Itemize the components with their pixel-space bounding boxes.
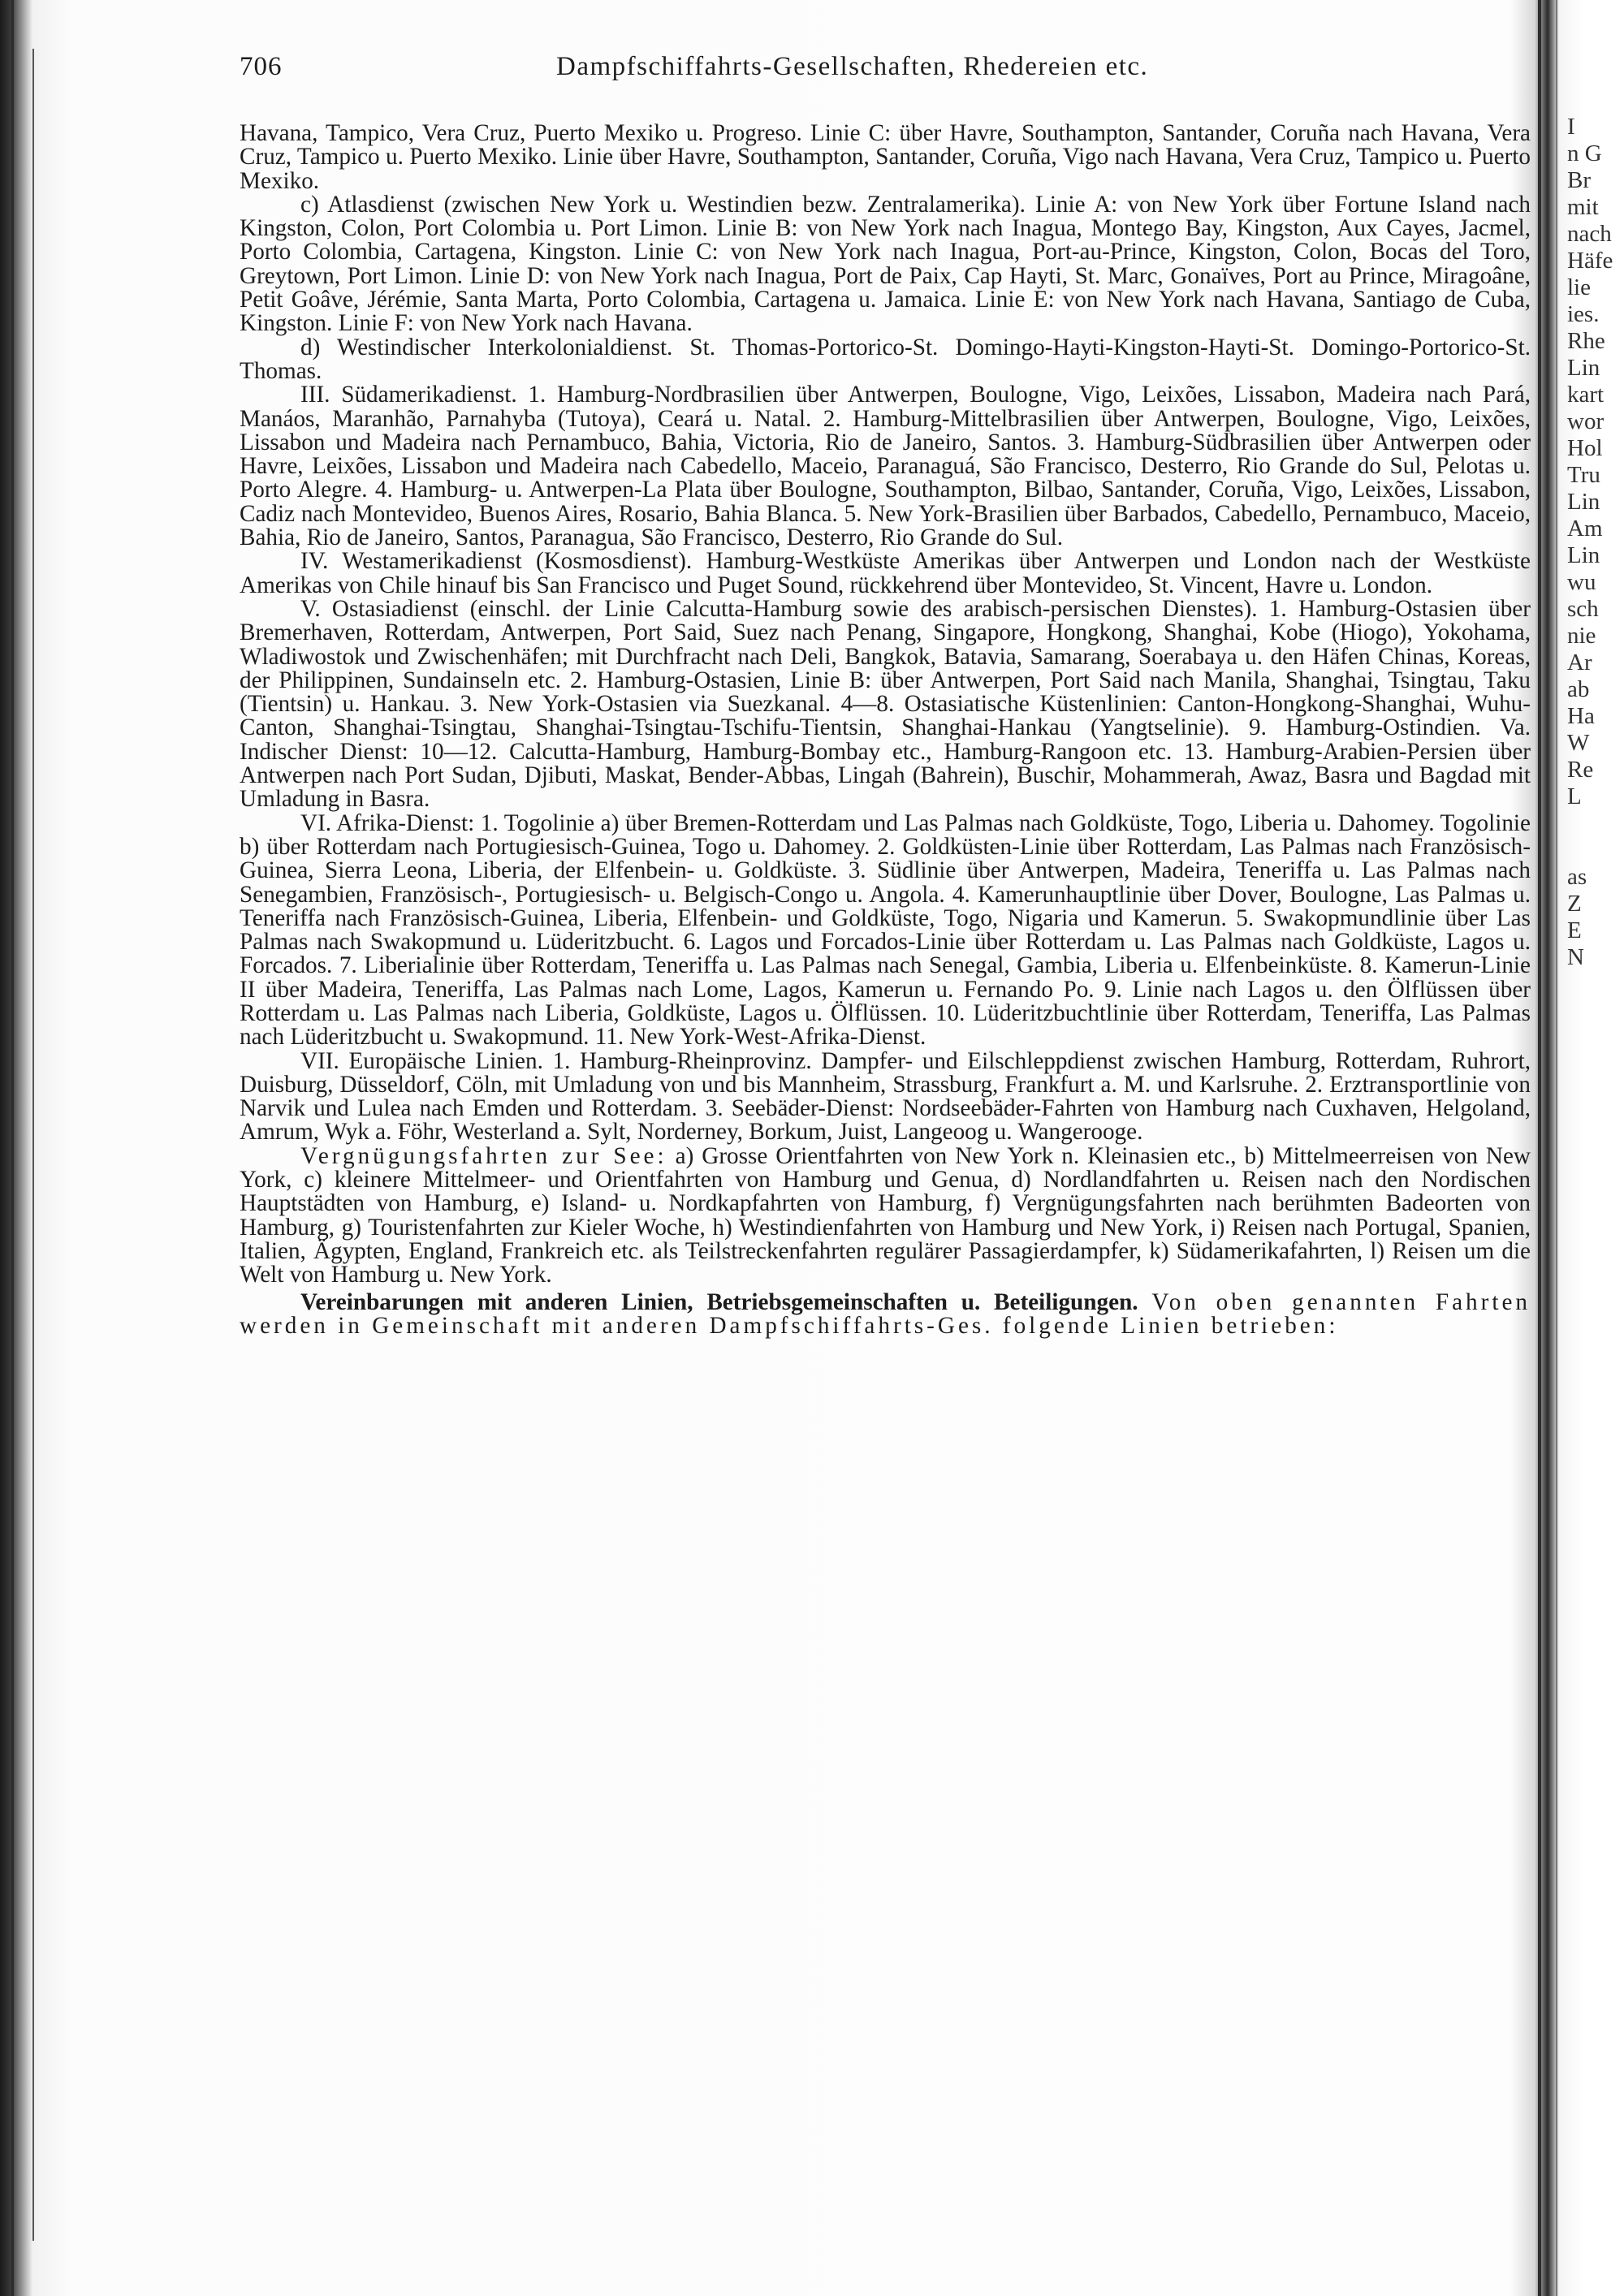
adjacent-page-fragment: ab: [1567, 676, 1590, 702]
adjacent-page-fragment: Ha: [1567, 703, 1595, 729]
adjacent-page-fragment: Ar: [1567, 650, 1592, 675]
adjacent-page-fragment: Re: [1567, 757, 1594, 783]
paragraph-europaeische-linien: VII. Europäische Linien. 1. Hamburg-Rheinprovinz. Dampfer- und Eilschleppdienst zwischen Hamburg, Rotterdam, Ruhrort, Duisburg, Düsseldorf, Cöln, mit Umladung von und bis Mannheim, Strassburg, Frankfurt a. M. und Karlsruhe. 2. Erztransportlinie von Narvik und Lulea nach Emden und Rotterdam. 3. Seebäder-Dienst: Nordseebäder-Fahrten von Hamburg nach Cuxhaven, Helgoland, Amrum, Wyk a. Föhr, Westerland a. Sylt, Norderney, Borkum, Juist, Langeoog u. Wangerooge.: [240, 1047, 1531, 1146]
paragraph-westamerikadienst: IV. Westamerikadienst (Kosmosdienst). Hamburg-Westküste Amerikas über Antwerpen und London nach der Westküste Amerikas von Chile hinauf bis San Francisco und Puget Sound, rückkehrend über Montevideo, St. Vincent, Havre u. London.: [240, 548, 1531, 598]
paragraph-westindischer-dienst: d) Westindischer Interkolonialdienst. St. Thomas-Portorico-St. Domingo-Hayti-Kingston-Hayti-St. Domingo-Portorico-St. Thomas.: [240, 334, 1531, 384]
adjacent-page-fragment: wor: [1567, 408, 1605, 434]
adjacent-page-fragment: Lin: [1567, 542, 1600, 568]
paragraph-suedamerikadienst: III. Südamerikadienst. 1. Hamburg-Nordbrasilien über Antwerpen, Boulogne, Vigo, Leixões, Lissabon, Madeira nach Pará, Manáos, Maranhão, Parnahyba (Tutoya), Ceará u. Natal. 2. Hamburg-Mittelbrasilien über Antwerpen, Boulogne, Vigo, Leixões, Lissabon und Madeira nach Pernambuco, Bahia, Victoria, Rio de Janeiro, Santos. 3. Hamburg-Südbrasilien über Antwerpen oder Havre, Leixões, Lissabon und Madeira nach Cabedello, Maceio, Paranaguá, São Francisco, Desterro, Rio Grande do Sul, Pelotas u. Porto Alegre. 4. Hamburg- u. Antwerpen-La Plata über Boulogne, Southampton, Bilbao, Santander, Coruña, Vigo, Leixões, Lissabon, Cadiz nach Montevideo, Buenos Aires, Rosario, Bahia Blanca. 5. New York-Brasilien über Barbados, Cabedello, Pernambuco, Maceio, Bahia, Rio de Janeiro, Santos, Paranagua, São Francisco, Desterro, Rio Grande do Sul.: [240, 382, 1531, 551]
adjacent-page-fragment: Hol: [1567, 435, 1603, 461]
adjacent-page-fragment: Z: [1567, 891, 1582, 917]
adjacent-page-fragment: Rhe: [1567, 328, 1605, 354]
closing-text: Von oben genannten Fahrten werden in Gemeinschaft mit anderen Dampfschiffahrts-Ges. folgende Linien betrieben:: [240, 1288, 1531, 1339]
binding-shadow-right: [1538, 0, 1541, 2296]
adjacent-page-fragment: nach: [1567, 221, 1612, 247]
paragraph-afrika-dienst: VI. Afrika-Dienst: 1. Togolinie a) über Bremen-Rotterdam und Las Palmas nach Goldküste, Togo, Liberia u. Dahomey. Togolinie b) über Rotterdam nach Portugiesisch-Guinea, Togo u. Dahomey. 2. Goldküsten-Linie über Rotterdam, Las Palmas nach Französisch-Guinea, Sierra Leona, Liberia, der Elfenbein- u. Goldküste. 3. Südlinie über Antwerpen, Madeira, Teneriffa u. Las Palmas nach Senegambien, Französisch-, Portugiesisch- u. Belgisch-Congo u. Angola. 4. Kamerunhauptlinie über Dover, Boulogne, Las Palmas u. Teneriffa nach Französisch-Guinea, Liberia, Elfenbein- und Goldküste, Togo, Nigaria und Kamerun. 5. Swakopmundlinie über Las Palmas nach Swakopmund u. Lüderitzbucht. 6. Lagos und Forcados-Linie über Rotterdam u. Las Palmas nach Goldküste, Lagos u. Forcados. 7. Liberialinie über Rotterdam, Teneriffa u. Las Palmas nach Senegal, Gambia, Liberia u. Elfenbeinküste. 8. Kamerun-Linie II über Madeira, Teneriffa, Las Palmas nach Lome, Lagos, Kamerun u. Fernando Po. 9. Linie nach Lagos u. den Ölflüssen über Rotterdam u. Las Palmas nach Liberia, Goldküste, Lagos u. Ölflüssen. 10. Lüderitzbuchtlinie über Rotterdam, Teneriffa, Las Palmas nach Lüderitzbucht u. Swakopmund. 11. New York-West-Afrika-Dienst.: [240, 809, 1531, 1051]
paragraph-vergnuegungsfahrten: [240, 1142, 1531, 1288]
excursions-heading: Vergnügungsfahrten zur See:: [300, 1142, 667, 1169]
adjacent-page-fragment: N: [1567, 944, 1584, 970]
page-number: 706: [240, 52, 283, 81]
paragraph-ostasiadienst: V. Ostasiadienst (einschl. der Linie Calcutta-Hamburg sowie des arabisch-persischen Dienstes). 1. Hamburg-Ostasien über Bremerhaven, Rotterdam, Antwerpen, Port Said, Suez nach Penang, Singapore, Hongkong, Shanghai, Kobe (Hiogo), Yokohama, Wladiwostok und Zwischenhäfen; mit Durchfracht nach Deli, Bangkok, Batavia, Samarang, Soerabaya u. den Häfen Chinas, Koreas, der Philippinen, Sundainseln etc. 2. Hamburg-Ostasien, Linie B: über Antwerpen, Port Said nach Manila, Shanghai, Tsingtau, Taku (Tientsin) u. Hankau. 3. New York-Ostasien via Suezkanal. 4—8. Ostasiatische Küstenlinien: Canton-Hongkong-Shanghai, Wuhu-Canton, Shanghai-Tsingtau, Shanghai-Tsingtau-Tschifu-Tientsin, Shanghai-Hankau (Yangtselinie). 9. Hamburg-Ostindien. Va. Indischer Dienst: 10—12. Calcutta-Hamburg, Hamburg-Bombay etc., Hamburg-Rangoon etc. 13. Hamburg-Arabien-Persien über Antwerpen nach Port Sudan, Djibuti, Maskat, Bender-Abbas, Lingah (Bahrein), Buschir, Mohammerah, Awaz, Basra und Bagdad mit Umladung in Basra.: [240, 595, 1531, 813]
adjacent-page-fragment: n G: [1567, 140, 1602, 166]
running-title: Dampfschiffahrts-Gesellschaften, Rhedereien etc.: [556, 52, 1149, 81]
adjacent-page-fragment: ies.: [1567, 301, 1600, 327]
paragraph-havana-lines: Havana, Tampico, Vera Cruz, Puerto Mexiko u. Progreso. Linie C: über Havre, Southampton, Santander, Coruña nach Havana, Vera Cruz, Tampico u. Puerto Mexiko. Linie über Havre, Southampton, Santander, Coruña, Vigo nach Havana, Vera Cruz, Tampico u. Puerto Mexiko.: [240, 120, 1531, 194]
adjacent-page-fragment: nie: [1567, 623, 1596, 649]
adjacent-page-fragment: Tru: [1567, 462, 1600, 488]
adjacent-page-fragment: Br: [1567, 167, 1591, 193]
adjacent-page-fragment: L: [1567, 783, 1582, 809]
adjacent-page-fragment: [1567, 837, 1624, 864]
excursions-text: a) Grosse Orientfahrten von New York n. Kleinasien etc., b) Mittelmeerreisen von New York, c) kleinere Mittelmeer- und Orientfahrten von Hamburg und Genua, d) Nordlandfahrten u. Reisen nach den Nordischen Hauptstädten von Hamburg, e) Island- u. Nordkapfahrten von Hamburg, f) Vergnügungsfahrten nach berühmten Badeorten von Hamburg, g) Touristenfahrten zur Kieler Woche, h) Westindienfahrten von Hamburg und New York, i) Reisen nach Portugal, Spanien, Italien, Ägypten, England, Frankreich etc. als Teilstreckenfahrten regulärer Passagierdampfer, k) Südamerikafahrten, l) Reisen um die Welt von Hamburg u. New York.: [240, 1142, 1531, 1288]
adjacent-page-fragment: E: [1567, 917, 1582, 943]
binding-shadow-left: [11, 0, 14, 2296]
closing-heading: Vereinbarungen mit anderen Linien, Betriebsgemeinschaften u. Beteiligungen.: [300, 1288, 1138, 1315]
main-text-block: [240, 122, 1531, 1338]
adjacent-page-edge: [1567, 114, 1624, 971]
paragraph-vereinbarungen: [240, 1288, 1531, 1339]
adjacent-page-fragment: Häfe: [1567, 248, 1613, 274]
adjacent-page-fragment: Lin: [1567, 489, 1600, 515]
paragraph-atlasdienst: c) Atlasdienst (zwischen New York u. Westindien bezw. Zentralamerika). Linie A: von New York über Fortune Island nach Kingston, Colon, Port Colombia u. Port Limon. Linie B: von New York nach Inagua, Montego Bay, Kingston, Aux Cayes, Jacmel, Porto Colombia, Cartagena, Kingston. Linie C: von New York nach Inagua, Port-au-Prince, Kingston, Colon, Bocas del Toro, Greytown, Port Limon. Linie D: von New York nach Inagua, Port de Paix, Cap Hayti, St. Marc, Gonaïves, Port au Prince, Miragoâne, Petit Goâve, Jérémie, Santa Marta, Porto Colombia, Cartagena u. Jamaica. Linie E: von New York nach Havana, Santiago de Cuba, Kingston. Linie F: von New York nach Havana.: [240, 191, 1531, 337]
adjacent-page-fragment: Am: [1567, 516, 1603, 542]
adjacent-page-fragment: as: [1567, 864, 1587, 890]
adjacent-page-fragment: wu: [1567, 569, 1596, 595]
adjacent-page-fragment: lie: [1567, 274, 1591, 300]
adjacent-page-fragment: Lin: [1567, 355, 1600, 381]
adjacent-page-fragment: I: [1567, 114, 1575, 140]
adjacent-page-fragment: mit: [1567, 194, 1599, 220]
adjacent-page-fragment: W: [1567, 730, 1590, 756]
binding-edge-left: [32, 49, 34, 2241]
adjacent-page-fragment: kart: [1567, 382, 1605, 408]
adjacent-page-fragment: sch: [1567, 596, 1599, 622]
binding-edge-right: [1556, 0, 1557, 2296]
adjacent-page-fragment: [1567, 810, 1624, 837]
